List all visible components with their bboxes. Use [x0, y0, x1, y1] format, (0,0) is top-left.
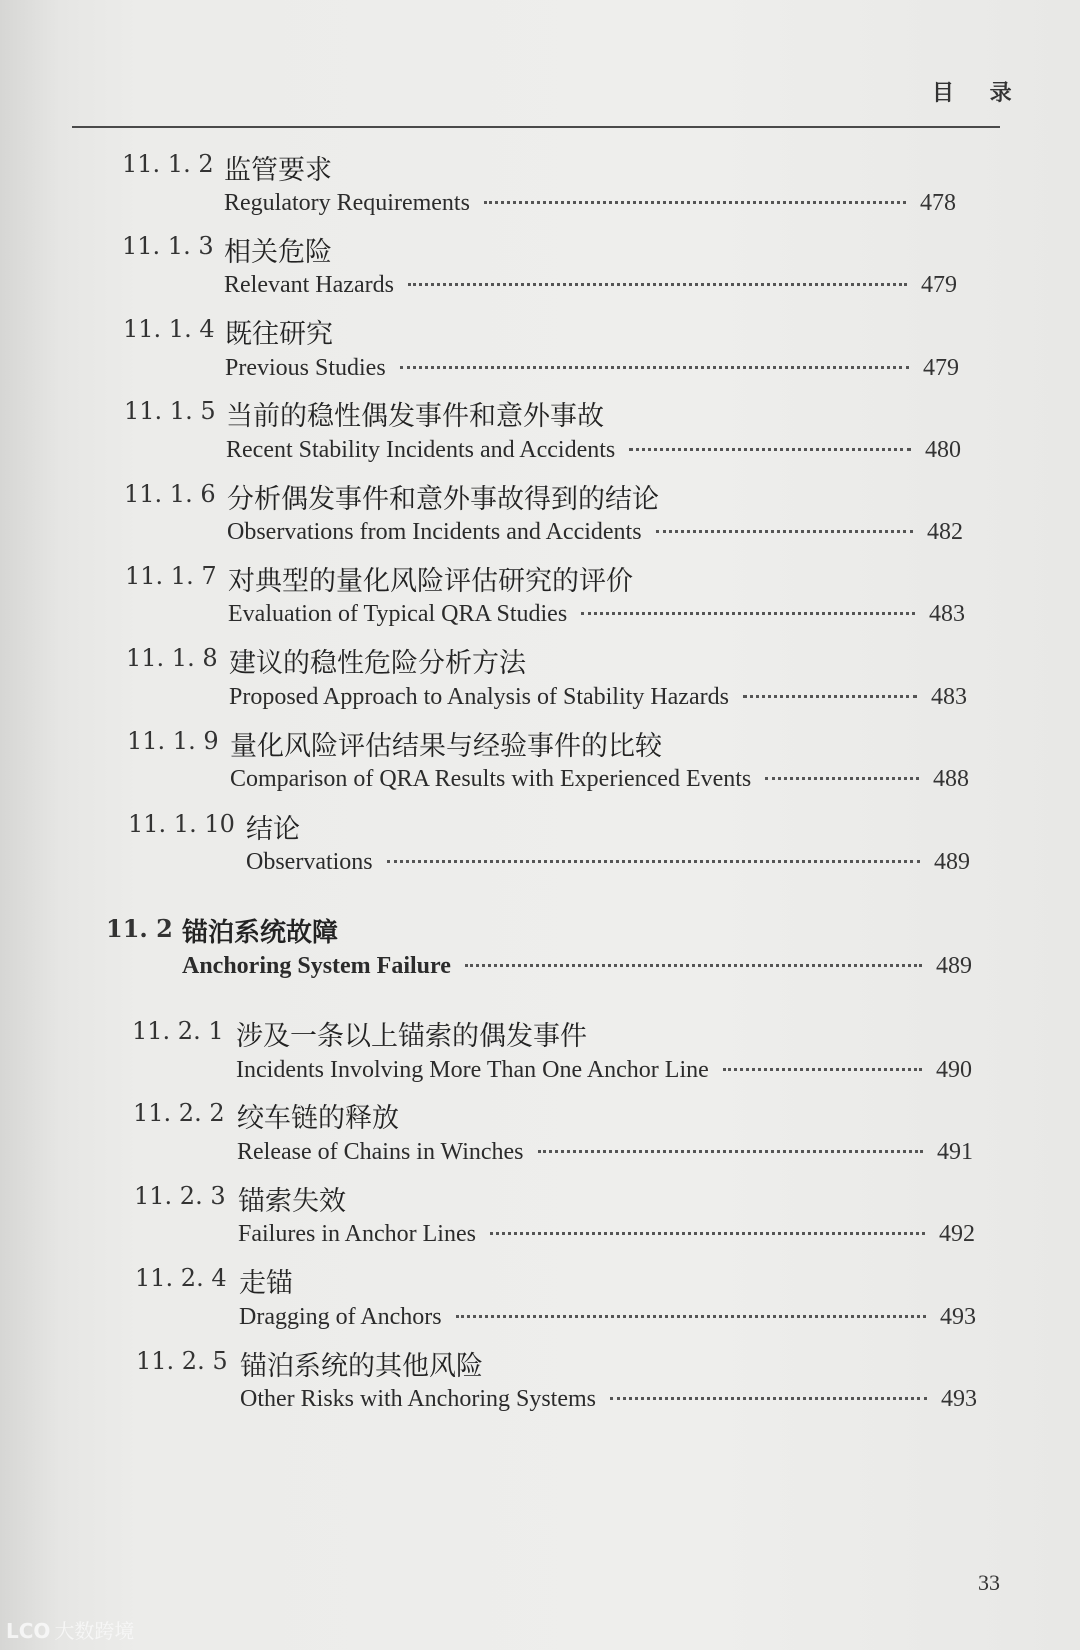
entry-title-en: Other Risks with Anchoring Systems — [240, 1386, 597, 1412]
watermark-text: 大数跨境 — [54, 1619, 135, 1643]
entry-number: 11. 1. 10 — [128, 810, 235, 838]
entry-page: 480 — [925, 437, 961, 463]
entry-page: 493 — [940, 1304, 976, 1330]
dot-leader — [387, 860, 920, 863]
entry-title-en: Evaluation of Typical QRA Studies — [228, 601, 568, 627]
page-number: 33 — [978, 1570, 1000, 1595]
entry-number: 11. 1. 3 — [122, 232, 214, 260]
entry-title-zh: 涉及一条以上锚索的偶发事件 — [236, 1021, 587, 1052]
entry-title-zh: 锚索失效 — [238, 1186, 346, 1217]
entry-title-en: Failures in Anchor Lines — [238, 1221, 476, 1247]
entry-number: 11. 2. 1 — [132, 1017, 224, 1045]
entry-page: 479 — [921, 272, 957, 298]
entry-title-zh: 绞车链的释放 — [237, 1103, 399, 1134]
entry-page: 479 — [923, 355, 959, 381]
entry-title-en: Observations — [246, 849, 373, 875]
watermark — [6, 1615, 134, 1644]
dot-leader — [484, 201, 906, 204]
entry-number: 11. 1. 4 — [123, 315, 215, 343]
entry-title-en: Dragging of Anchors — [239, 1304, 442, 1330]
entry-number: 11. 1. 5 — [124, 397, 216, 425]
entry-page: 478 — [920, 190, 956, 216]
entry-number: 11. 2. 2 — [133, 1099, 225, 1127]
entry-number: 11. 1. 6 — [124, 480, 216, 508]
entry-page: 493 — [941, 1386, 977, 1412]
entry-title-en: Proposed Approach to Analysis of Stability Hazards — [229, 684, 729, 710]
entry-number: 11. 1. 8 — [126, 644, 218, 672]
entry-title-zh: 对典型的量化风险评估研究的评价 — [228, 566, 633, 597]
watermark-logo: LCO — [6, 1619, 51, 1643]
entry-title-en: Previous Studies — [225, 355, 386, 381]
dot-leader — [629, 448, 911, 451]
entry-title-zh: 建议的稳性危险分析方法 — [229, 648, 526, 679]
entry-title-zh: 相关危险 — [224, 237, 332, 268]
entry-title-en: Incidents Involving More Than One Anchor Line — [236, 1057, 709, 1083]
entry-title-zh: 当前的稳性偶发事件和意外事故 — [226, 401, 604, 432]
entry-number: 11. 2. 3 — [134, 1182, 226, 1210]
entry-page: 492 — [939, 1221, 975, 1247]
entry-page: 483 — [931, 684, 967, 710]
dot-leader — [610, 1397, 927, 1400]
entry-title-en: Observations from Incidents and Accidents — [227, 519, 642, 545]
entry-title-en: Regulatory Requirements — [224, 190, 470, 216]
entry-title-zh: 既往研究 — [225, 319, 333, 350]
entry-title-zh: 走锚 — [239, 1268, 293, 1299]
entry-number: 11. 2. 5 — [136, 1347, 228, 1375]
entry-title-zh: 量化风险评估结果与经验事件的比较 — [230, 731, 662, 762]
entry-title-en: Relevant Hazards — [224, 272, 394, 298]
dot-leader — [490, 1232, 925, 1235]
entry-number: 11. 1. 2 — [122, 150, 214, 178]
entry-number: 11. 1. 7 — [125, 562, 217, 590]
entry-title-zh: 锚泊系统的其他风险 — [240, 1351, 483, 1382]
entry-page: 491 — [937, 1139, 973, 1165]
entry-title-zh: 结论 — [246, 814, 300, 845]
entry-title-en: Recent Stability Incidents and Accidents — [226, 437, 616, 463]
dot-leader — [765, 777, 919, 780]
dot-leader — [538, 1150, 923, 1153]
running-header: 目 录 — [932, 80, 1026, 106]
header-rule — [72, 126, 1000, 128]
section-page: 489 — [936, 953, 972, 979]
dot-leader — [456, 1315, 926, 1318]
dot-leader — [408, 283, 907, 286]
entry-title-zh: 分析偶发事件和意外事故得到的结论 — [227, 484, 659, 515]
dot-leader — [723, 1068, 922, 1071]
entry-number: 11. 1. 9 — [127, 727, 219, 755]
entry-page: 490 — [936, 1057, 972, 1083]
entry-title-en: Comparison of QRA Results with Experienced Events — [230, 766, 752, 792]
entry-title-zh: 监管要求 — [224, 155, 332, 186]
dot-leader — [400, 366, 909, 369]
entry-title-en: Release of Chains in Winches — [237, 1139, 524, 1165]
section-title-zh: 锚泊系统故障 — [182, 918, 339, 948]
section-title-en: Anchoring System Failure — [182, 953, 451, 979]
entry-page: 482 — [927, 519, 963, 545]
dot-leader — [465, 964, 922, 967]
dot-leader — [581, 612, 915, 615]
entry-page: 483 — [929, 601, 965, 627]
dot-leader — [743, 695, 917, 698]
entry-page: 488 — [933, 766, 969, 792]
entry-number: 11. 2. 4 — [135, 1264, 227, 1292]
entry-page: 489 — [934, 849, 970, 875]
section-number: 11. 2 — [106, 914, 173, 943]
dot-leader — [656, 530, 913, 533]
